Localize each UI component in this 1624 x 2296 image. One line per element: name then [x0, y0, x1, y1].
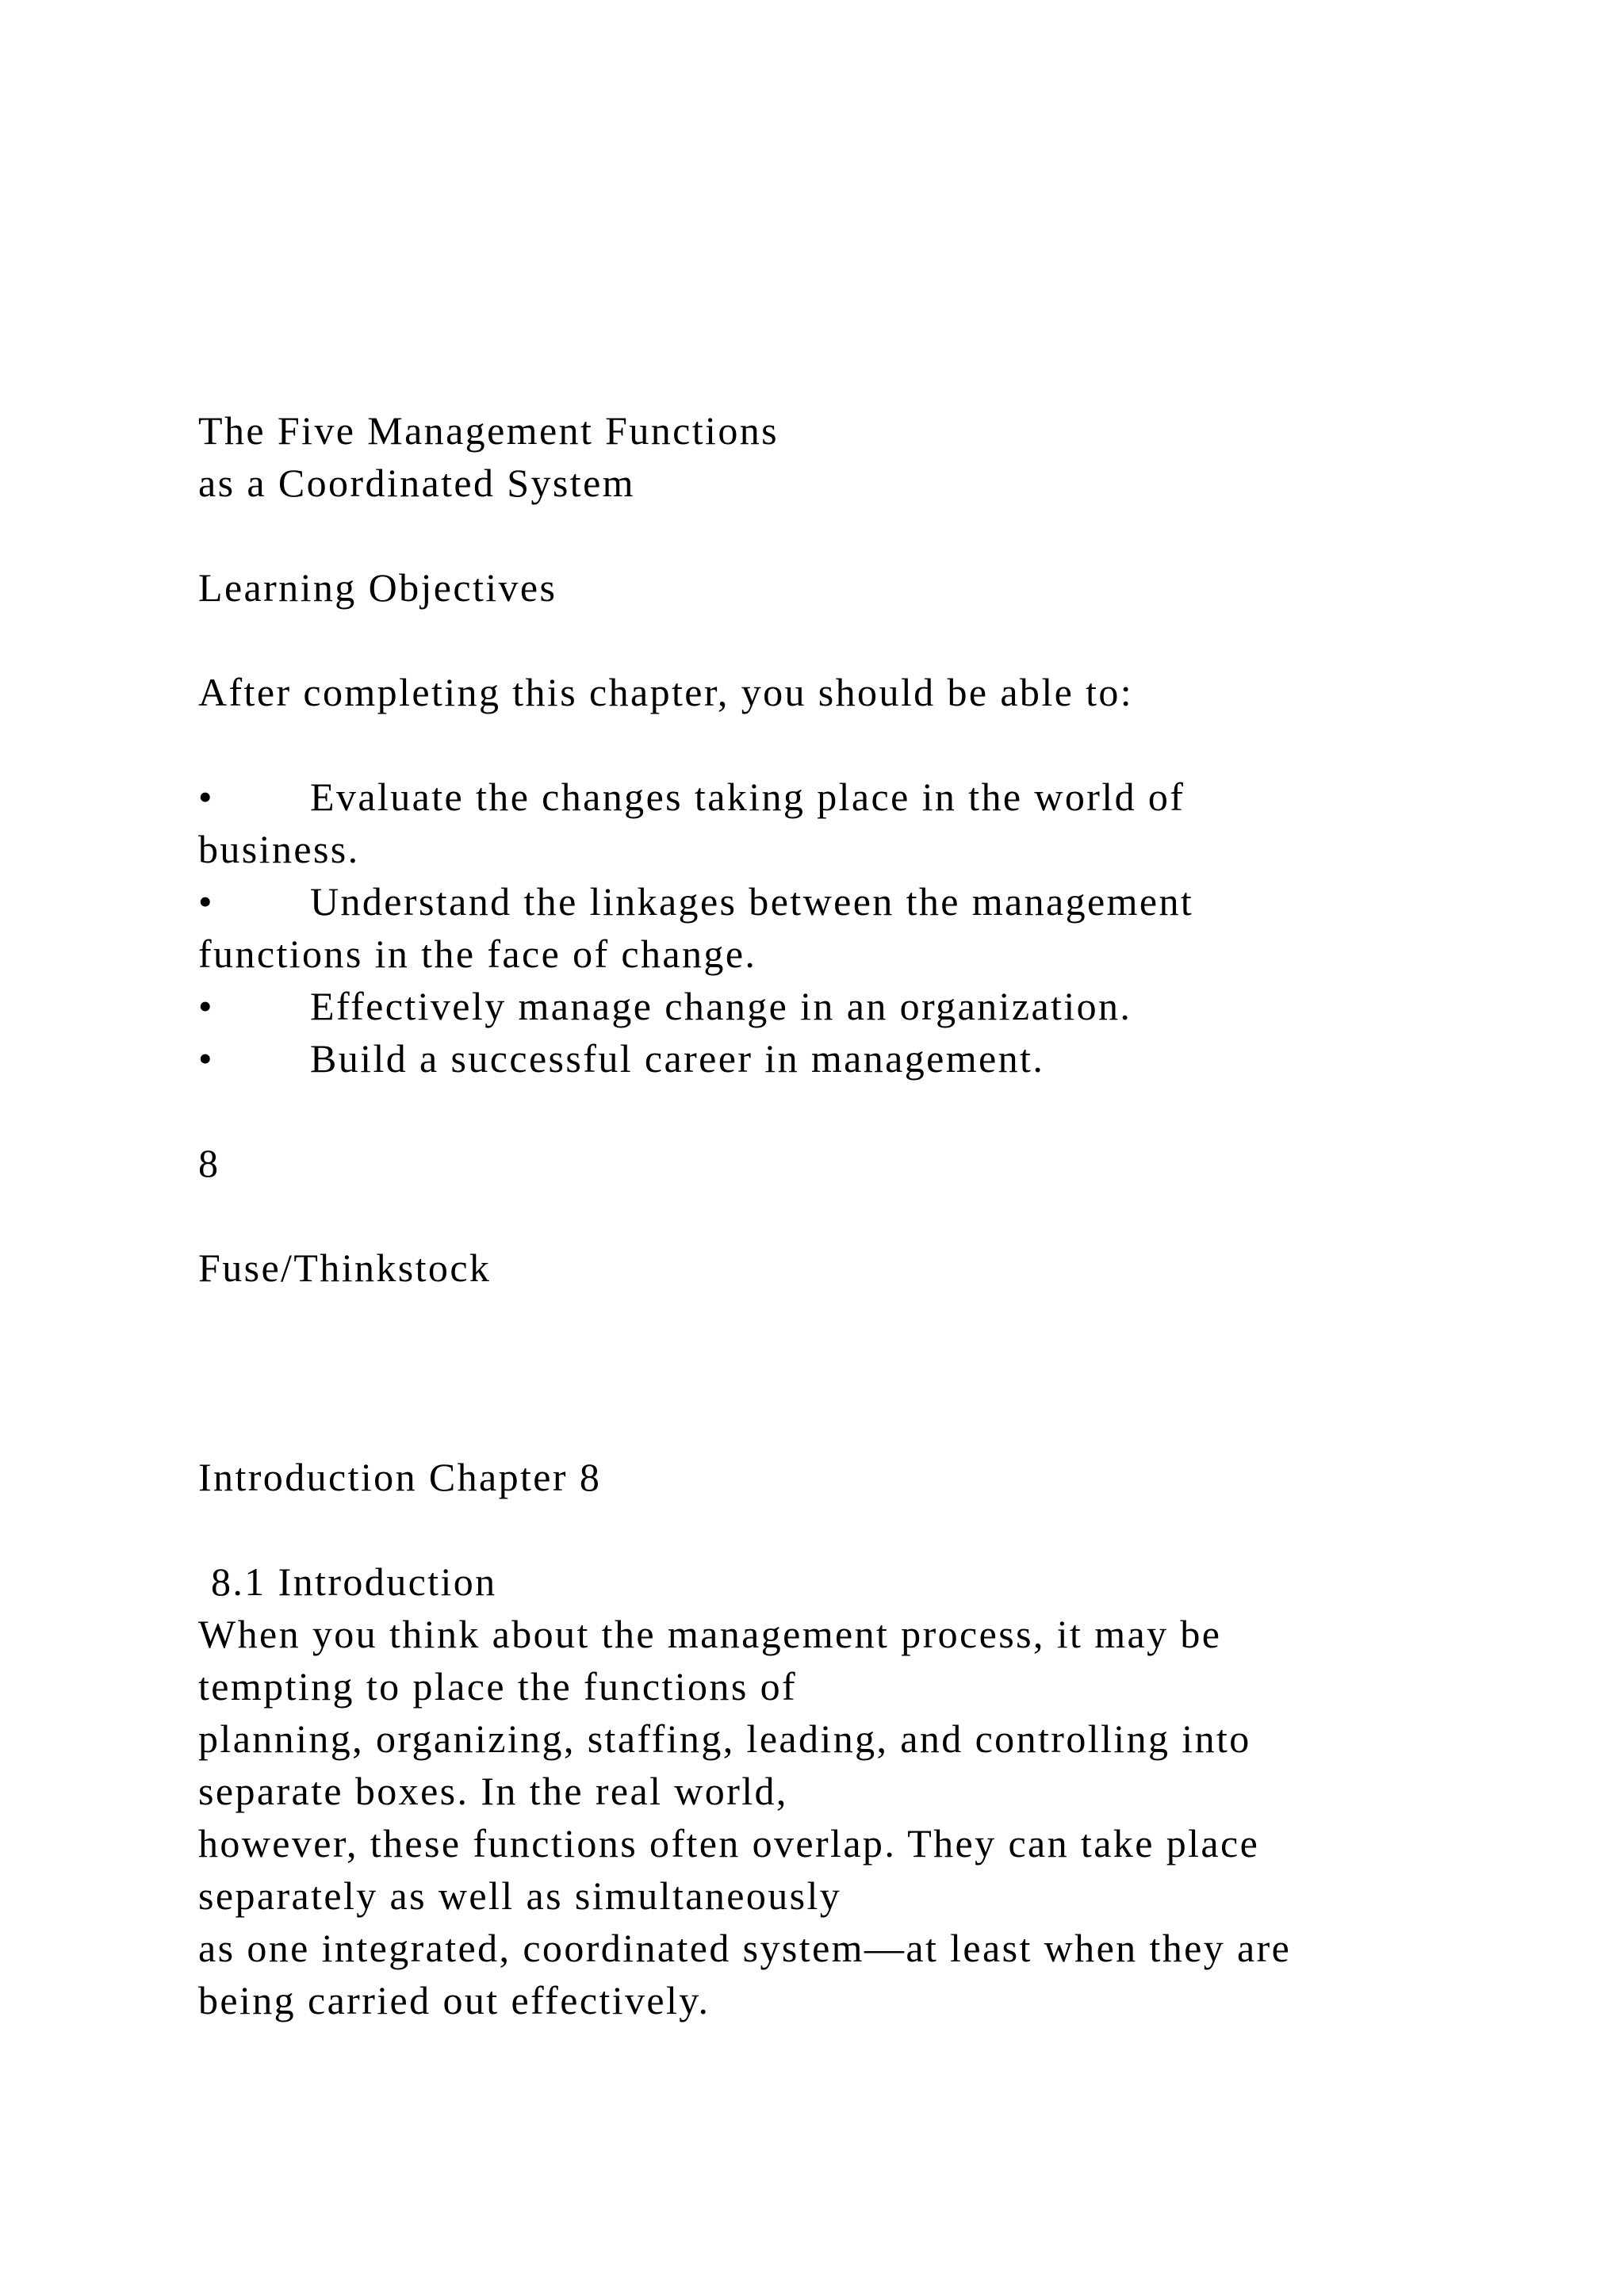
document-content: [198, 404, 1435, 2026]
blank-line: [198, 614, 1435, 666]
paragraph-line: as one integrated, coordinated system—at least when they are: [198, 1926, 1292, 1970]
objective-text: Effectively manage change in an organization.: [310, 984, 1132, 1028]
bullet-icon: •: [198, 984, 214, 1028]
objective-text: Build a successful career in management.: [310, 1036, 1045, 1081]
paragraph-line: separate boxes. In the real world,: [198, 1769, 788, 1813]
blank-line: [198, 1503, 1435, 1556]
learning-objectives-heading: Learning Objectives: [198, 565, 557, 610]
objective-text: Understand the linkages between the management: [310, 879, 1194, 924]
section-heading: Introduction Chapter 8: [198, 1455, 602, 1499]
paragraph-line: When you think about the management process, it may be: [198, 1612, 1222, 1656]
paragraph-line: planning, organizing, staffing, leading, and controlling into: [198, 1716, 1251, 1761]
objective-continuation: business.: [198, 827, 360, 871]
objectives-list: [198, 771, 1435, 1085]
subsection-heading: 8.1 Introduction: [211, 1559, 497, 1604]
intro-paragraph: [198, 1608, 1435, 2026]
bullet-icon: •: [198, 879, 214, 924]
section-gap: [198, 1294, 1435, 1451]
title-line-1: The Five Management Functions: [198, 408, 779, 453]
blank-line: [198, 1085, 1435, 1137]
objective-continuation: functions in the face of change.: [198, 932, 757, 976]
paragraph-line: tempting to place the functions of: [198, 1664, 798, 1709]
bullet-icon: •: [198, 1036, 214, 1081]
paragraph-line: however, these functions often overlap. They can take place: [198, 1821, 1260, 1866]
objective-item: [198, 1032, 1435, 1085]
objective-item: [198, 875, 1435, 928]
chapter-number: 8: [198, 1141, 220, 1185]
objective-text: Evaluate the changes taking place in the world of: [310, 775, 1185, 819]
blank-line: [198, 718, 1435, 771]
objective-item: [198, 980, 1435, 1032]
blank-line: [198, 1189, 1435, 1242]
image-credit: Fuse/Thinkstock: [198, 1246, 492, 1290]
title-line-2: as a Coordinated System: [198, 461, 635, 505]
paragraph-line: being carried out effectively.: [198, 1978, 710, 2022]
intro-sentence: After completing this chapter, you should be able to:: [198, 670, 1134, 714]
paragraph-line: separately as well as simultaneously: [198, 1873, 842, 1918]
blank-line: [198, 509, 1435, 561]
objective-item: [198, 771, 1435, 823]
bullet-icon: •: [198, 775, 214, 819]
